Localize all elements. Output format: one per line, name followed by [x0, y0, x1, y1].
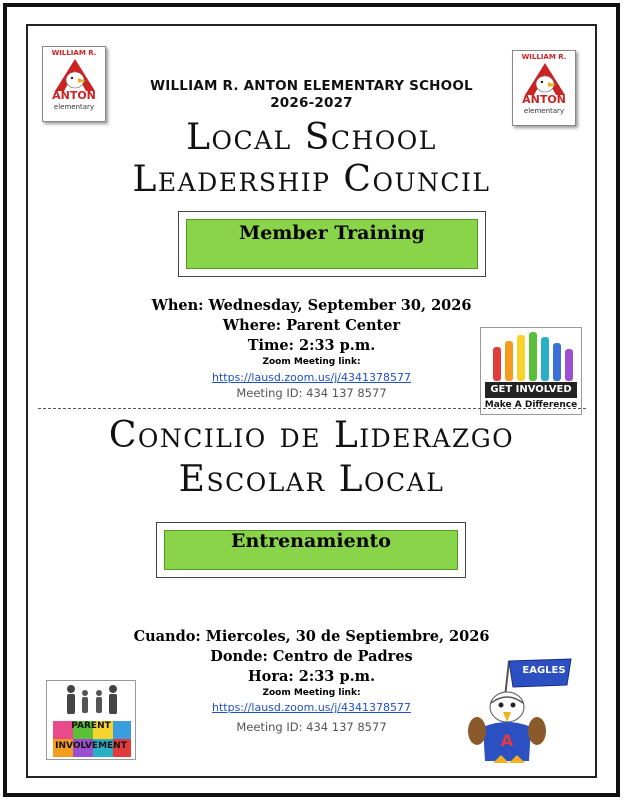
spanish-where: Donde: Centro de Padres [210, 648, 413, 665]
logo-text-middle: ANTON [522, 93, 566, 106]
english-time: Time: 2:33 p.m. [247, 337, 376, 354]
english-meeting-id: Meeting ID: 434 137 8577 [236, 386, 387, 400]
member-training-box [178, 211, 486, 277]
entrenamiento-label: Entrenamiento [231, 530, 391, 552]
spanish-title-line2: Escolar Local [178, 459, 445, 500]
logo-text-top: WILLIAM R. [51, 49, 97, 57]
english-when: When: Wednesday, September 30, 2026 [151, 297, 472, 314]
eagle-mascot [463, 655, 575, 767]
get-involved-subtitle: Make A Difference [484, 400, 578, 410]
english-title-line2: Leadership Council [132, 159, 491, 200]
school-year: 2026-2027 [270, 95, 353, 111]
school-name: WILLIAM R. ANTON ELEMENTARY SCHOOL [150, 78, 473, 94]
parent-involvement-line2: INVOLVEMENT [55, 741, 127, 751]
spanish-title-line1: Concilio de Liderazgo [108, 415, 515, 456]
english-zoom-label: Zoom Meeting link: [262, 357, 361, 367]
english-where: Where: Parent Center [222, 317, 401, 334]
logo-text-middle: ANTON [52, 89, 96, 102]
mascot-shirt-letter: A [500, 731, 514, 750]
english-zoom-link[interactable]: https://lausd.zoom.us/j/4341378577 [211, 371, 411, 384]
spanish-meeting-id: Meeting ID: 434 137 8577 [236, 720, 387, 734]
spanish-time: Hora: 2:33 p.m. [247, 668, 376, 685]
logo-text-bottom: elementary [523, 107, 565, 115]
school-header [0, 78, 623, 112]
raised-hands-icon [487, 331, 577, 381]
english-title-line1: Local School [186, 117, 437, 158]
mascot-flag-text: EAGLES [522, 665, 566, 676]
get-involved-title: GET INVOLVED [490, 384, 572, 395]
entrenamiento-box [156, 522, 466, 578]
spanish-when: Cuando: Miercoles, 30 de Septiembre, 2026 [133, 628, 490, 645]
parent-involvement-line1: PARENT [71, 721, 111, 731]
parent-involvement-graphic [46, 680, 136, 760]
logo-text-bottom: elementary [53, 103, 95, 111]
spanish-zoom-label: Zoom Meeting link: [262, 688, 361, 698]
get-involved-graphic [480, 327, 582, 415]
member-training-label: Member Training [239, 222, 425, 244]
logo-text-top: WILLIAM R. [521, 53, 567, 61]
spanish-zoom-link[interactable]: https://lausd.zoom.us/j/4341378577 [211, 701, 411, 714]
section-divider [38, 408, 586, 409]
